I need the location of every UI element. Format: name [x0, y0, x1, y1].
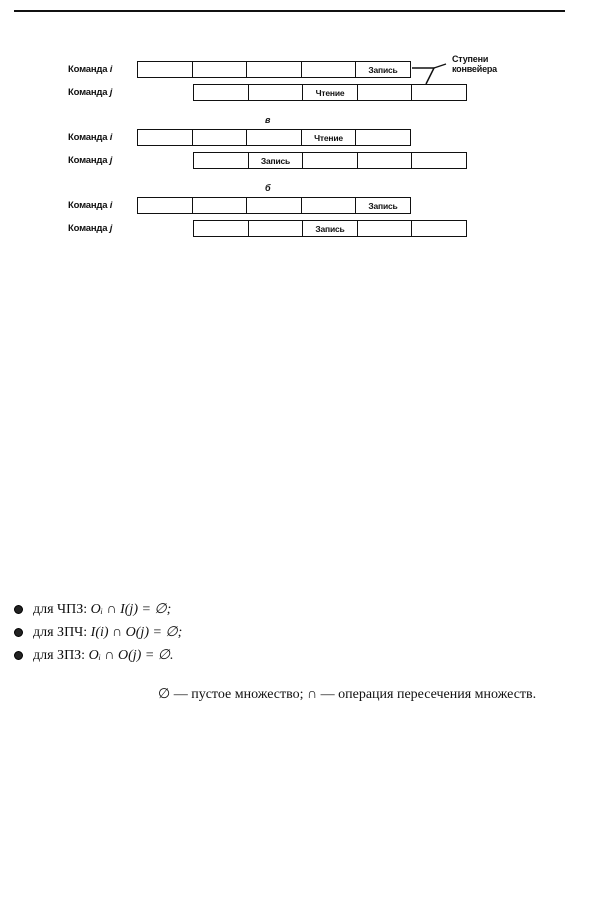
- pipeline-stage: Чтение: [301, 129, 357, 146]
- pipeline-stages-annotation: [452, 54, 497, 74]
- annotation-line-2: конвейера: [452, 64, 497, 74]
- command-label: [68, 132, 112, 143]
- command-label: [68, 87, 112, 98]
- condition-prefix: для ЗПЗ:: [33, 648, 86, 663]
- pipeline-stage: [192, 129, 248, 146]
- pipeline-stage: [137, 61, 193, 78]
- pipeline-stage: [137, 197, 193, 214]
- condition-item-war: [14, 621, 182, 644]
- condition-formula: Oᵢ ∩ O(j) = ∅.: [88, 648, 174, 663]
- pipeline-stage: [246, 61, 302, 78]
- pipeline-stage: [193, 84, 249, 101]
- condition-list: [14, 598, 182, 667]
- condition-item-waw: [14, 644, 182, 667]
- annotation-line-1: Ступени: [452, 54, 489, 64]
- pipeline-stage: [302, 152, 358, 169]
- bullet-icon: [14, 651, 23, 660]
- command-word: Команда: [68, 132, 110, 143]
- pipeline-stage: [246, 129, 302, 146]
- pipeline-stage: [357, 84, 413, 101]
- pipeline-stage: [246, 197, 302, 214]
- pipeline-stage: [192, 197, 248, 214]
- command-word: Команда: [68, 155, 110, 166]
- pipeline-stage: [248, 220, 304, 237]
- pipeline-stage: [193, 220, 249, 237]
- pipeline-stage: [301, 61, 357, 78]
- command-label: [68, 64, 112, 75]
- pipeline-stage: [192, 61, 248, 78]
- pipeline-stage: [301, 197, 357, 214]
- pipeline-stage: [411, 84, 467, 101]
- pipeline-stage: Запись: [248, 152, 304, 169]
- pipeline-stage: [357, 152, 413, 169]
- pipeline-stage: [411, 152, 467, 169]
- condition-prefix: для ЗПЧ:: [33, 625, 88, 640]
- command-word: Команда: [68, 87, 110, 98]
- pipeline-stage: Запись: [355, 197, 411, 214]
- command-label: [68, 223, 112, 234]
- pipeline-stage: Чтение: [302, 84, 358, 101]
- command-word: Команда: [68, 200, 110, 211]
- command-word: Команда: [68, 64, 110, 75]
- pipeline-stage: [193, 152, 249, 169]
- condition-prefix: для ЧПЗ:: [33, 602, 88, 617]
- annotation-pointer: [410, 62, 455, 86]
- pipeline-stage: [137, 129, 193, 146]
- bullet-icon: [14, 628, 23, 637]
- figure-caption: в: [265, 115, 271, 125]
- command-var: j: [109, 223, 113, 234]
- command-label: [68, 200, 112, 211]
- pipeline-stage: [248, 84, 304, 101]
- bullet-icon: [14, 605, 23, 614]
- symbol-legend: ∅ — пустое множество; ∩ — операция пересечения множеств.: [158, 687, 537, 702]
- condition-item-rar: [14, 598, 182, 621]
- command-var: i: [109, 200, 113, 211]
- command-var: j: [109, 155, 113, 166]
- condition-formula: Oᵢ ∩ I(j) = ∅;: [90, 602, 172, 617]
- condition-formula: I(i) ∩ O(j) = ∅;: [90, 625, 183, 640]
- command-var: i: [109, 132, 113, 143]
- command-label: [68, 155, 112, 166]
- pipeline-stage: [357, 220, 413, 237]
- command-var: j: [109, 87, 113, 98]
- figure-caption: б: [265, 183, 271, 193]
- command-var: i: [109, 64, 113, 75]
- pipeline-stage: Запись: [355, 61, 411, 78]
- pipeline-stage: Запись: [302, 220, 358, 237]
- command-word: Команда: [68, 223, 110, 234]
- pipeline-diagram: [0, 0, 597, 280]
- pipeline-stage: [411, 220, 467, 237]
- pipeline-stage: [355, 129, 411, 146]
